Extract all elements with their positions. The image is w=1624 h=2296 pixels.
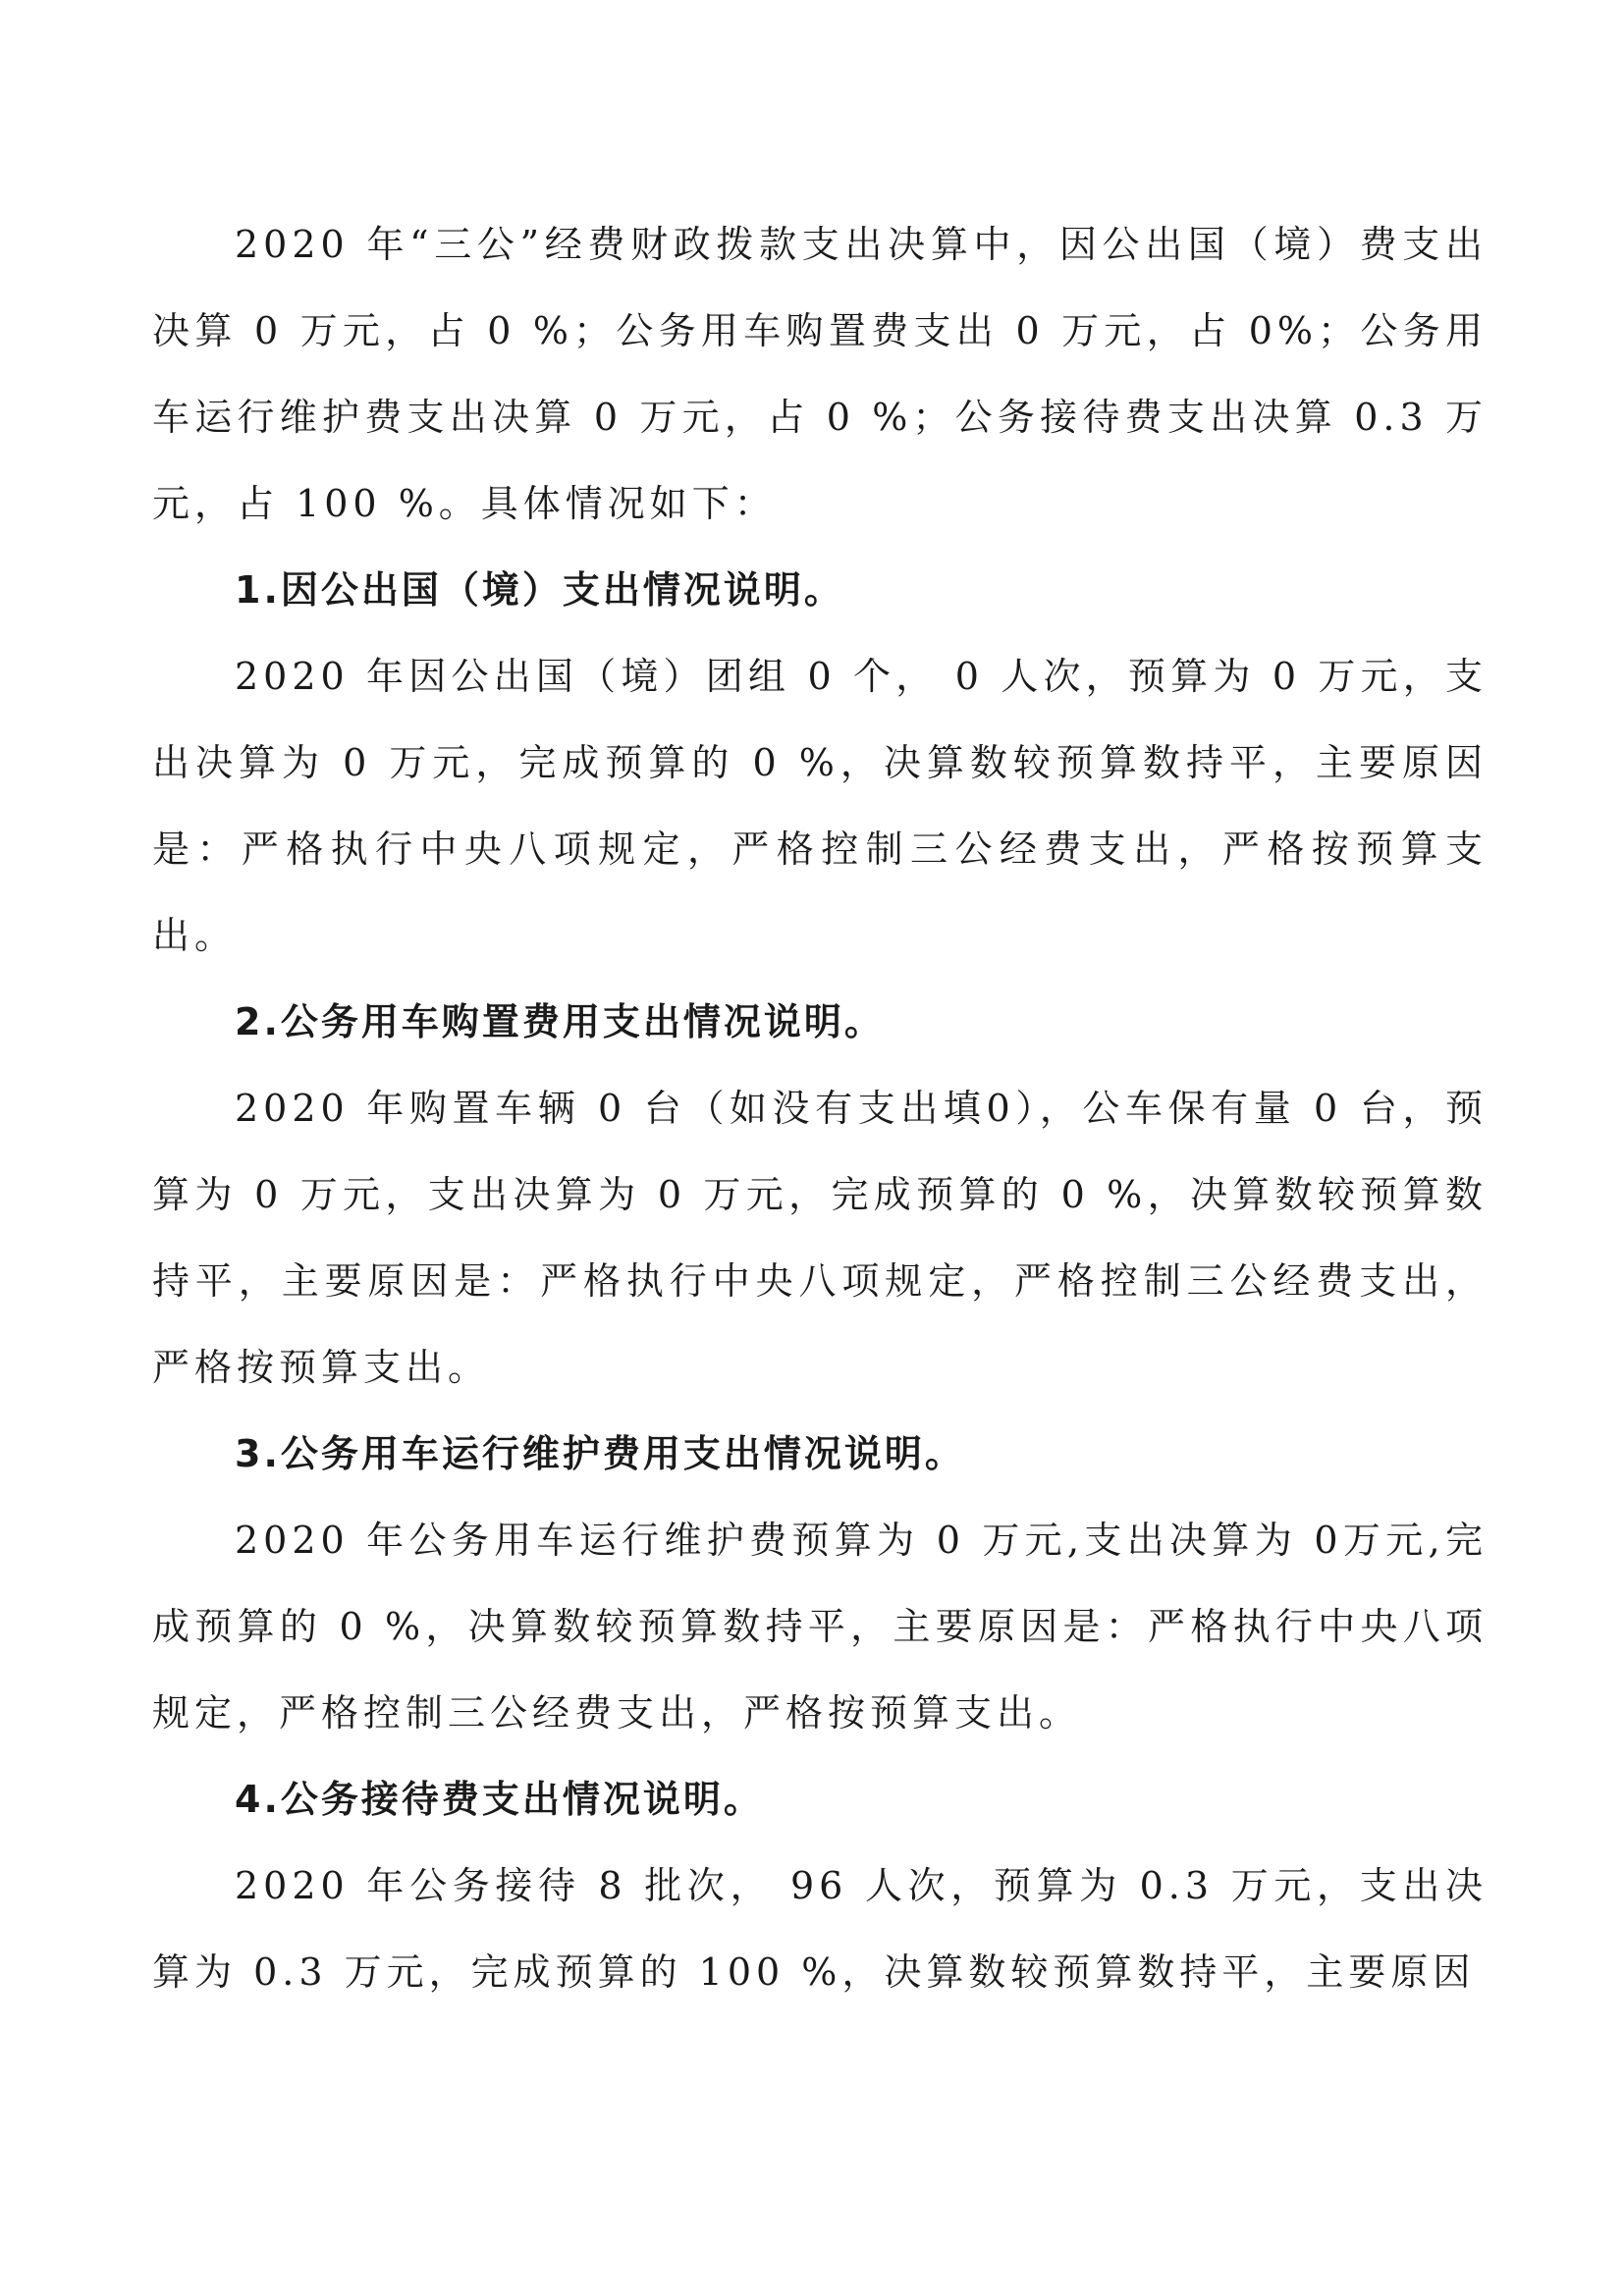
paragraph-vehicle-purchase: 2020 年购置车辆 0 台（如没有支出填0），公车保有量 0 台，预算为 0 万元，支出决算为 0 万元，完成预算的 0 %，决算数较预算数持平，主要原因是：严格执行中央八项规定，严格控制三公经费支出，严格按预算支出。 <box>152 1087 1488 1389</box>
paragraph-vehicle-maintenance: 2020 年公务用车运行维护费预算为 0 万元,支出决算为 0万元,完成预算的 0 %，决算数较预算数持平，主要原因是：严格执行中央八项规定，严格控制三公经费支出，严格按预算支出。 <box>152 1519 1488 1735</box>
heading-vehicle-maintenance: 3.公务用车运行维护费用支出情况说明。 <box>235 1432 965 1475</box>
paragraph-reception: 2020 年公务接待 8 批次， 96 人次，预算为 0.3 万元，支出决算为 0.3 万元，完成预算的 100 %，决算数较预算数持平，主要原因 <box>152 1864 1488 1994</box>
paragraph-summary: 2020 年“三公”经费财政拨款支出决算中，因公出国（境）费支出决算 0 万元，占 0 %；公务用车购置费支出 0 万元，占 0%；公务用车运行维护费支出决算 0 万元，占 0 %；公务接待费支出决算 0.3 万元，占 100 %。具体情况如下： <box>152 223 1488 525</box>
heading-overseas-travel: 1.因公出国（境）支出情况说明。 <box>235 568 844 612</box>
document-body <box>152 201 1488 2015</box>
heading-reception: 4.公务接待费支出情况说明。 <box>235 1778 764 1821</box>
paragraph-overseas-travel: 2020 年因公出国（境）团组 0 个， 0 人次，预算为 0 万元，支出决算为 0 万元，完成预算的 0 %，决算数较预算数持平，主要原因是：严格执行中央八项规定，严格控制三公经费支出，严格按预算支出。 <box>152 655 1488 957</box>
heading-vehicle-purchase: 2.公务用车购置费用支出情况说明。 <box>235 1000 885 1043</box>
